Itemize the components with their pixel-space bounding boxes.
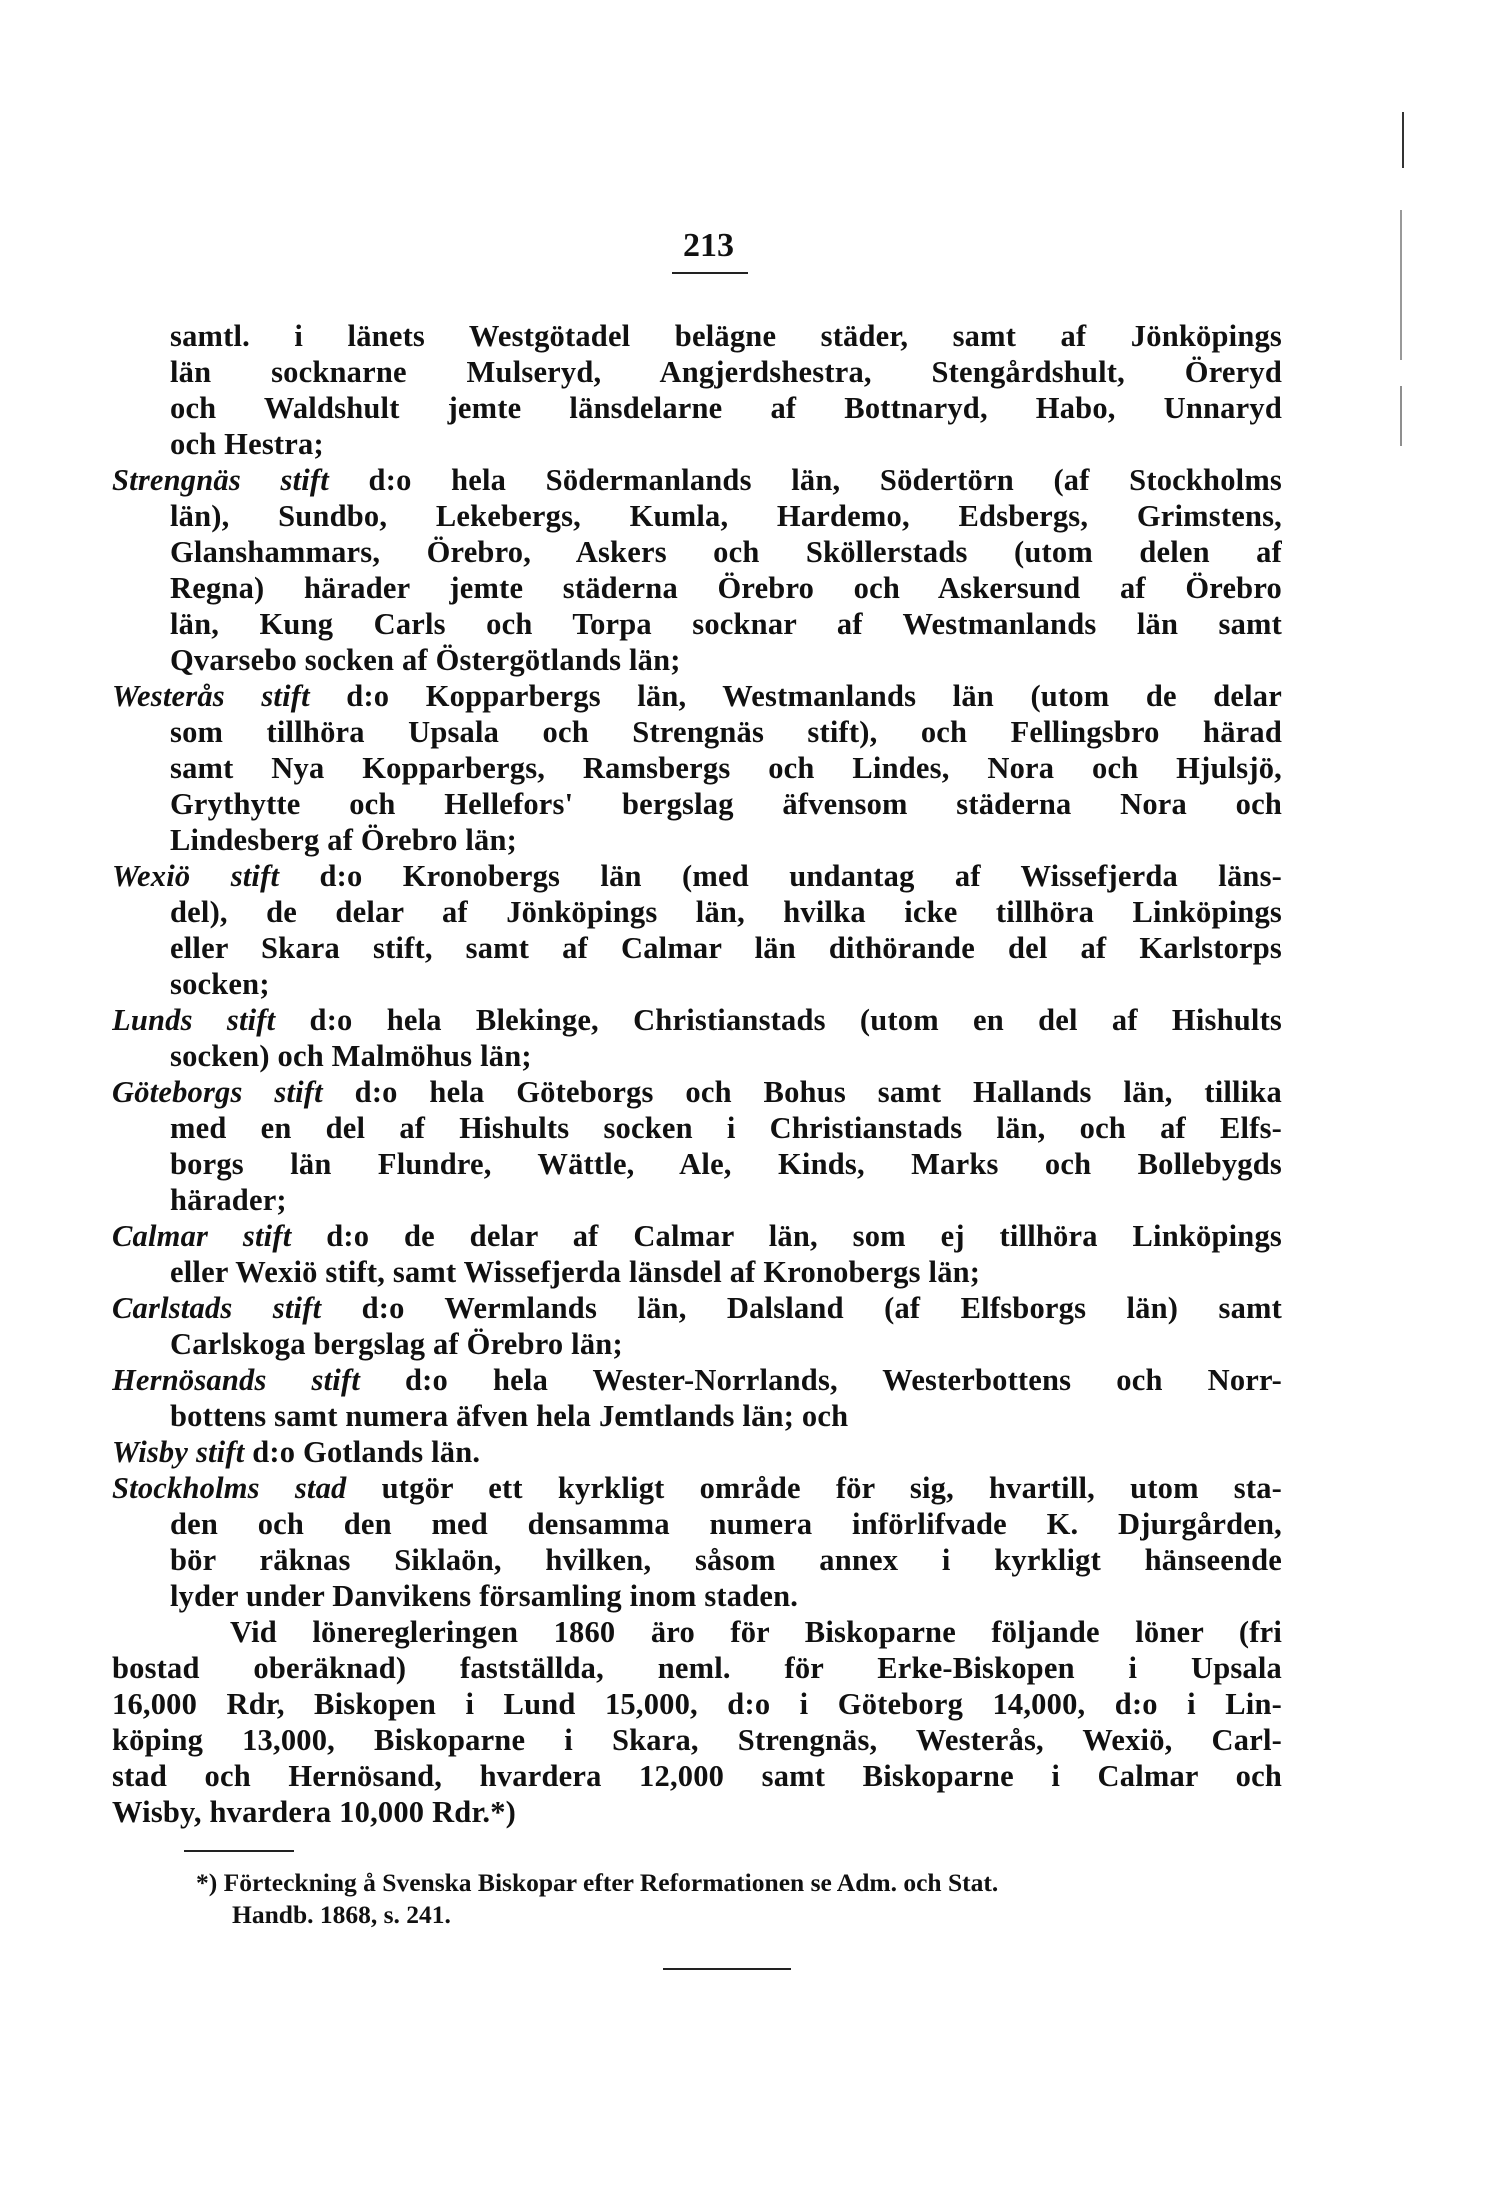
text-line: bör räknas Siklaön, hvilken, såsom annex i kyrkligt hänseende — [170, 1543, 1282, 1577]
text-line: d:o hela Södermanlands län, Södertörn (af Stockholms — [368, 463, 1282, 497]
text-line: län), Sundbo, Lekebergs, Kumla, Hardemo, Edsbergs, Grimstens, — [170, 499, 1282, 533]
end-of-page-rule — [663, 1968, 791, 1970]
text-line: d:o Wermlands län, Dalsland (af Elfsborgs län) samt — [361, 1291, 1282, 1325]
text-line: utgör ett kyrkligt område för sig, hvartill, utom sta- — [381, 1471, 1282, 1505]
text-line: d:o de delar af Calmar län, som ej tillhöra Linköpings — [326, 1219, 1282, 1253]
diocese-entry-westeras — [112, 678, 1282, 714]
text-line: Glanshammars, Örebro, Askers och Sköllerstads (utom delen af — [170, 535, 1282, 569]
diocese-entry-carlstad — [112, 1290, 1282, 1326]
diocese-name: Calmar stift — [112, 1219, 292, 1253]
diocese-entry-goteborg — [112, 1074, 1282, 1110]
diocese-name: Carlstads stift — [112, 1291, 322, 1325]
text-line: Carlskoga bergslag af Örebro län; — [170, 1327, 623, 1361]
text-line: Wisby, hvardera 10,000 Rdr.*) — [112, 1795, 517, 1829]
text-line: härader; — [170, 1183, 287, 1217]
text-line: samtl. i länets Westgötadel belägne städer, samt af Jönköpings — [170, 319, 1282, 353]
text-line: socken; — [170, 967, 270, 1001]
text-line: 16,000 Rdr, Biskopen i Lund 15,000, d:o i Göteborg 14,000, d:o i Lin- — [112, 1687, 1282, 1721]
text-line: eller Skara stift, samt af Calmar län dithörande del af Karlstorps — [170, 931, 1282, 965]
text-line: köping 13,000, Biskoparne i Skara, Strengnäs, Westerås, Wexiö, Carl- — [112, 1723, 1282, 1757]
text-line: d:o Gotlands län. — [252, 1435, 481, 1469]
text-line: Lindesberg af Örebro län; — [170, 823, 518, 857]
text-line: bottens samt numera äfven hela Jemtlands län; och — [170, 1399, 849, 1433]
page-edge-mark — [1400, 210, 1402, 360]
text-line: d:o hela Blekinge, Christianstads (utom en del af Hishults — [309, 1003, 1282, 1037]
text-line: d:o hela Wester-Norrlands, Westerbottens och Norr- — [405, 1363, 1282, 1397]
text-line: d:o Kopparbergs län, Westmanlands län (utom de delar — [346, 679, 1282, 713]
text-line: bostad oberäknad) fastställda, neml. för Erke-Biskopen i Upsala — [112, 1651, 1282, 1685]
text-line: eller Wexiö stift, samt Wissefjerda länsdel af Kronobergs län; — [170, 1255, 981, 1289]
page-edge-mark — [1400, 386, 1402, 446]
diocese-entry-lund — [112, 1002, 1282, 1038]
text-line: d:o Kronobergs län (med undantag af Wissefjerda läns- — [319, 859, 1282, 893]
text-line: län socknarne Mulseryd, Angjerdshestra, Stengårdshult, Öreryd — [170, 355, 1282, 389]
text-line: lyder under Danvikens församling inom staden. — [170, 1579, 799, 1613]
diocese-name: Lunds stift — [112, 1003, 276, 1037]
diocese-name: Hernösands stift — [112, 1363, 360, 1397]
diocese-entry-wisby — [112, 1434, 1282, 1470]
footnote-separator — [184, 1850, 294, 1852]
text-line: Regna) härader jemte städerna Örebro och Askersund af Örebro — [170, 571, 1282, 605]
diocese-entry-strengnas — [112, 462, 1282, 498]
diocese-entry-wexio — [112, 858, 1282, 894]
diocese-name: Wexiö stift — [112, 859, 280, 893]
text-line: med en del af Hishults socken i Christianstads län, och af Elfs- — [170, 1111, 1282, 1145]
diocese-entry-hernosand — [112, 1362, 1282, 1398]
text-line: socken) och Malmöhus län; — [170, 1039, 532, 1073]
text-line: d:o hela Göteborgs och Bohus samt Hallands län, tillika — [354, 1075, 1282, 1109]
diocese-entry-stockholm — [112, 1470, 1282, 1506]
text-line: samt Nya Kopparbergs, Ramsbergs och Lindes, Nora och Hjulsjö, — [170, 751, 1282, 785]
text-line: som tillhöra Upsala och Strengnäs stift), och Fellingsbro härad — [170, 715, 1282, 749]
page-number: 213 — [683, 227, 734, 264]
page-number-underline — [672, 272, 748, 274]
text-line: borgs län Flundre, Wättle, Ale, Kinds, Marks och Bollebygds — [170, 1147, 1282, 1181]
diocese-name: Wisby stift — [112, 1435, 245, 1469]
text-line: den och den med densamma numera införlifvade K. Djurgården, — [170, 1507, 1282, 1541]
page-edge-mark — [1402, 112, 1404, 168]
text-line: län, Kung Carls och Torpa socknar af Westmanlands län samt — [170, 607, 1282, 641]
text-line: Grythytte och Hellefors' bergslag äfvensom städerna Nora och — [170, 787, 1282, 821]
text-line: Qvarsebo socken af Östergötlands län; — [170, 643, 681, 677]
text-line: del), de delar af Jönköpings län, hvilka icke tillhöra Linköpings — [170, 895, 1282, 929]
diocese-name: Strengnäs stift — [112, 463, 329, 497]
diocese-name: Stockholms stad — [112, 1471, 347, 1505]
text-line: och Hestra; — [170, 427, 324, 461]
footnote-line: *) Förteckning å Svenska Biskopar efter Reformationen se Adm. och Stat. — [196, 1868, 999, 1897]
diocese-entry-calmar — [112, 1218, 1282, 1254]
text-line: och Waldshult jemte länsdelarne af Bottnaryd, Habo, Unnaryd — [170, 391, 1282, 425]
text-line: stad och Hernösand, hvardera 12,000 samt Biskoparne i Calmar och — [112, 1759, 1282, 1793]
text-line: Vid löneregleringen 1860 äro för Biskoparne följande löner (fri — [230, 1615, 1282, 1649]
footnote-line: Handb. 1868, s. 241. — [232, 1900, 451, 1929]
diocese-name: Westerås stift — [112, 679, 310, 713]
diocese-name: Göteborgs stift — [112, 1075, 323, 1109]
